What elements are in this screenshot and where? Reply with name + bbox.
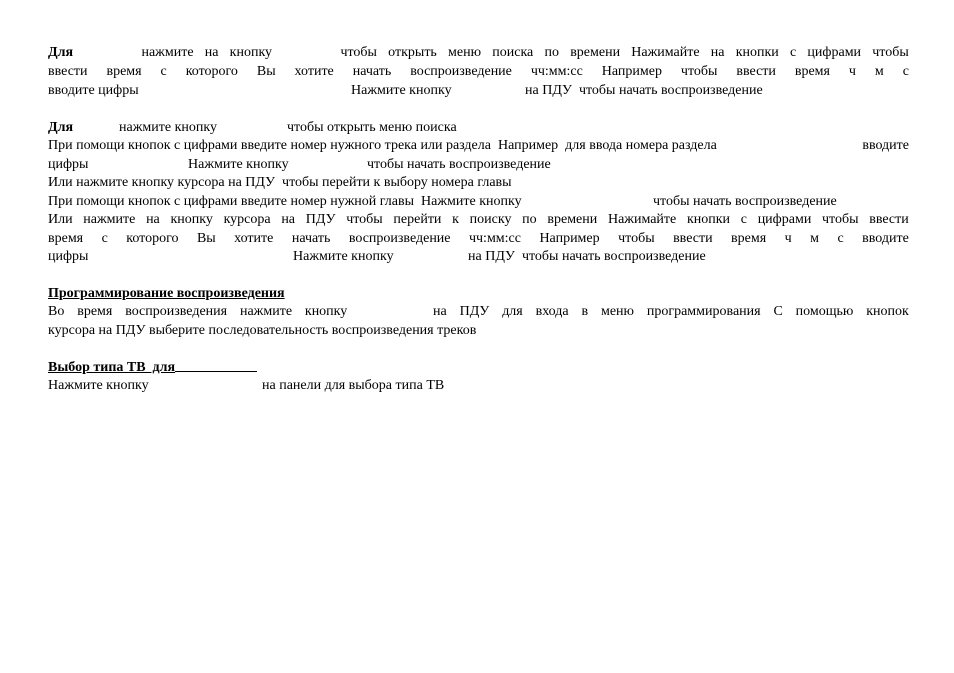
p2-word: чтобы	[822, 212, 859, 227]
p3-word: программирования	[646, 304, 761, 319]
p2-word: кнопки	[686, 212, 731, 227]
p2-line-5	[48, 193, 837, 210]
p1-word: по	[544, 45, 559, 60]
p1-word: воспроизведение	[410, 64, 512, 79]
p2-word: по	[522, 212, 537, 227]
p1-word: начать	[352, 64, 392, 79]
p2-word: с	[740, 212, 747, 227]
p1-word: время	[794, 64, 830, 79]
p1-word: нажмите	[141, 45, 194, 60]
section-heading: Выбор типа ТВ для	[48, 360, 176, 375]
p2-word: к	[452, 212, 459, 227]
p3-word: время	[77, 304, 113, 319]
p1-word: ч	[848, 64, 856, 79]
p2-word: ввести	[673, 231, 713, 246]
p2-word: нажмите	[83, 212, 136, 227]
p3-word: Во	[48, 304, 65, 319]
p2-text: чтобы открыть меню поиска	[287, 120, 457, 135]
p2-word: чч:мм:сс	[468, 231, 521, 246]
p2-word: ПДУ	[305, 212, 336, 227]
p2-line-8	[48, 248, 706, 265]
p3-word: ПДУ	[459, 304, 490, 319]
p1-word: цифрами	[807, 45, 862, 60]
p3-heading-line	[48, 285, 285, 302]
p1-word: кнопки	[735, 45, 779, 60]
p1-word: времени	[570, 45, 621, 60]
p3-word: нажмите	[239, 304, 293, 319]
p2-word: время	[48, 231, 84, 246]
p2-word: начать	[291, 231, 331, 246]
p1-word: с	[902, 64, 909, 79]
p2-line-2	[48, 137, 909, 154]
p4-heading-line	[48, 359, 257, 376]
p1-word: с	[790, 45, 797, 60]
p3-word: для	[502, 304, 523, 319]
p2-word: чтобы	[346, 212, 383, 227]
p2-word: Нажимайте	[607, 212, 677, 227]
p2-word: на	[146, 212, 160, 227]
p3-word: кнопок	[866, 304, 909, 319]
p1-word: ввести	[736, 64, 776, 79]
p3-line-1	[48, 303, 909, 320]
p1-word: Вы	[256, 64, 276, 79]
p2-text: Для	[48, 120, 74, 135]
p2-word: ч	[784, 231, 792, 246]
p2-word: перейти	[393, 212, 442, 227]
p3-word: в	[581, 304, 589, 319]
p2-word: хотите	[234, 231, 274, 246]
p1-word: Для	[48, 45, 74, 60]
p2-text: Нажмите кнопку	[293, 249, 394, 264]
p2-text: При помощи кнопок с цифрами введите номер нужного трека или раздела Например для ввода номера раздела	[48, 138, 717, 153]
p1-line-1	[48, 44, 909, 61]
p1-word: на	[204, 45, 219, 60]
p1-word: открыть	[388, 45, 437, 60]
p1-line-2	[48, 63, 909, 80]
p4-text: на панели для выбора типа ТВ	[262, 378, 445, 393]
p3-word: на	[433, 304, 447, 319]
p2-word: с	[837, 231, 844, 246]
section-heading: Программирование воспроизведения	[48, 286, 285, 301]
p1-word: на	[710, 45, 725, 60]
p3-word: воспроизведения	[125, 304, 228, 319]
p3-word: кнопку	[304, 304, 348, 319]
p2-word: курсора	[223, 212, 271, 227]
p2-line-4	[48, 174, 512, 191]
p2-word: вводите	[862, 231, 909, 246]
p1-word: Например	[601, 64, 662, 79]
p2-word: Вы	[196, 231, 216, 246]
p2-word: Например	[539, 231, 600, 246]
p1-word: меню	[448, 45, 482, 60]
p1-word: Нажимайте	[631, 45, 700, 60]
p2-word: ввести	[869, 212, 909, 227]
p2-line-6	[48, 211, 909, 228]
p1-text: Нажмите кнопку	[351, 83, 452, 98]
p3-word: помощью	[795, 304, 854, 319]
p3-word: С	[773, 304, 783, 319]
p3-word: меню	[600, 304, 634, 319]
p2-text: цифры	[48, 157, 89, 172]
p1-word: время	[106, 64, 142, 79]
p2-line-3	[48, 156, 551, 173]
p2-text: Нажмите кнопку	[188, 157, 289, 172]
p1-word: поиска	[492, 45, 534, 60]
p3-word: входа	[535, 304, 569, 319]
p2-word: кнопку	[170, 212, 213, 227]
p1-word: кнопку	[229, 45, 273, 60]
p1-word: с	[160, 64, 167, 79]
p1-text: на ПДУ чтобы начать воспроизведение	[525, 83, 763, 98]
p2-word: с	[101, 231, 108, 246]
p2-text: нажмите кнопку	[119, 120, 217, 135]
p3-line-2	[48, 322, 476, 339]
p2-word: времени	[547, 212, 598, 227]
p4-line-1	[48, 377, 445, 394]
p1-word: ввести	[48, 64, 88, 79]
p2-line-7	[48, 230, 909, 247]
p2-text: вводите	[862, 138, 909, 153]
p1-word: чтобы	[680, 64, 718, 79]
p1-text: вводите цифры	[48, 83, 139, 98]
p1-word: хотите	[294, 64, 334, 79]
p1-word: чч:мм:сс	[530, 64, 583, 79]
p1-word: чтобы	[340, 45, 377, 60]
p1-word: чтобы	[872, 45, 909, 60]
p4-text: Нажмите кнопку	[48, 378, 149, 393]
underline-blank	[175, 359, 257, 372]
p2-word: чтобы	[618, 231, 655, 246]
p2-text: чтобы начать воспроизведение	[367, 157, 551, 172]
p2-word: м	[810, 231, 819, 246]
p2-word: Или	[48, 212, 73, 227]
p2-word: которого	[126, 231, 179, 246]
p1-line-3	[48, 82, 763, 99]
p2-word: на	[281, 212, 296, 227]
p2-word: поиску	[469, 212, 512, 227]
p1-word: м	[874, 64, 884, 79]
p2-line-1	[48, 119, 457, 136]
p3-text: курсора на ПДУ выберите последовательность воспроизведения треков	[48, 323, 477, 338]
p2-text: цифры	[48, 249, 89, 264]
p2-word: цифрами	[757, 212, 812, 227]
p2-text: Или нажмите кнопку курсора на ПДУ чтобы перейти к выбору номера главы	[48, 175, 512, 190]
p2-word: время	[731, 231, 767, 246]
p1-word: которого	[185, 64, 238, 79]
p2-text: на ПДУ чтобы начать воспроизведение	[468, 249, 706, 264]
p2-text: При помощи кнопок с цифрами введите номер нужной главы Нажмите кнопку	[48, 194, 522, 209]
p2-text: чтобы начать воспроизведение	[653, 194, 837, 209]
p2-word: воспроизведение	[348, 231, 451, 246]
